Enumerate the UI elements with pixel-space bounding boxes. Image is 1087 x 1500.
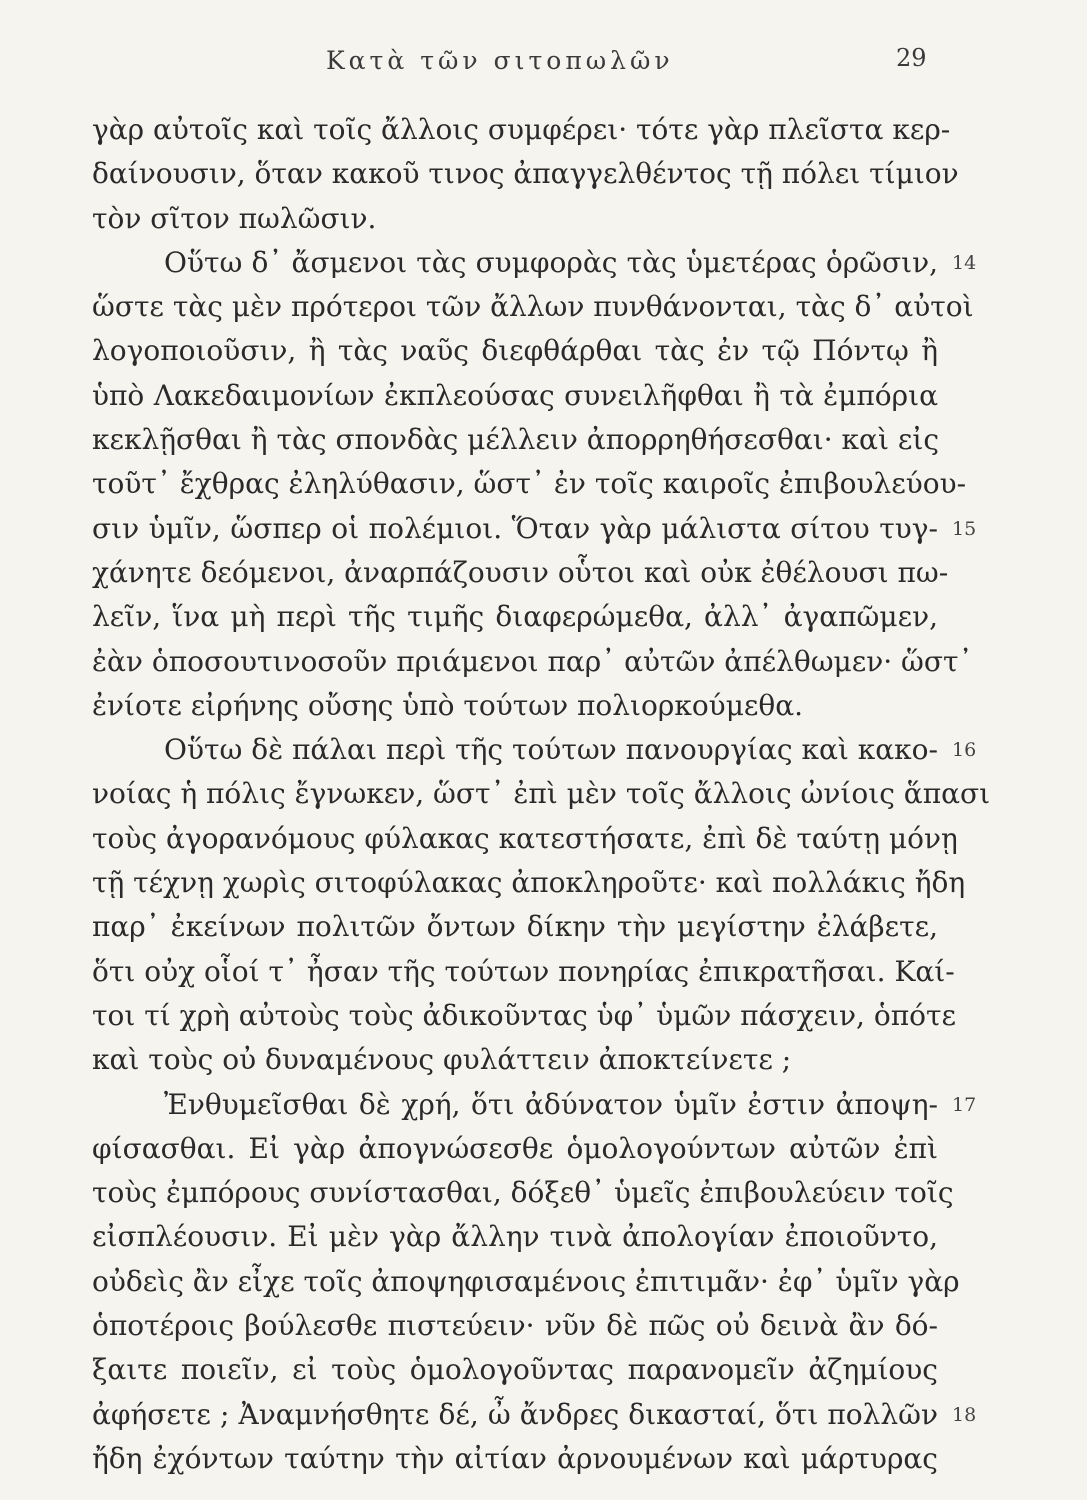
line-text: ἐνίοτε εἰρήνης οὔσης ὑπὸ τούτων πολιορκούμεθα. — [92, 688, 804, 722]
line-text: ξαιτε ποιεῖν, εἰ τοὺς ὁμολογοῦντας παρανομεῖν ἀζημίους — [92, 1353, 938, 1387]
text-line — [92, 772, 991, 816]
text-line — [92, 329, 938, 373]
text-line — [92, 817, 958, 861]
line-text: ἐὰν ὁποσουτινοσοῦν πριάμενοι παρ᾽ αὐτῶν ἀπέλθωμεν· ὥστ᾽ — [92, 644, 973, 678]
line-text: ὑπὸ Λακεδαιμονίων ἐκπλεούσας συνειλῆφθαι ἢ τὰ ἐμπόρια — [92, 378, 938, 412]
line-text: τοὺς ἐμπόρους συνίστασθαι, δόξεθ᾽ ὑμεῖς ἐπιβουλεύειν τοῖς — [92, 1176, 954, 1210]
text-line — [92, 1038, 938, 1082]
text-line — [92, 1127, 938, 1171]
section-number: 15 — [952, 517, 977, 540]
line-text: εἰσπλέουσιν. Εἰ μὲν γὰρ ἄλλην τινὰ ἀπολογίαν ἐποιοῦντο, — [92, 1220, 938, 1254]
line-text: ἀφήσετε ; Ἀναμνήσθητε δέ, ὦ ἄνδρες δικασταί, ὅτι πολλῶν — [92, 1397, 938, 1431]
section-number: 17 — [952, 1093, 977, 1116]
line-text: καὶ τοὺς οὐ δυναμένους φυλάττειν ἀποκτείνετε ; — [92, 1043, 792, 1077]
text-line — [92, 551, 949, 595]
text-line — [92, 640, 973, 684]
line-text: κεκλῇσθαι ἢ τὰς σπονδὰς μέλλειν ἀπορρηθήσεσθαι· καὶ εἰς — [92, 423, 940, 457]
line-text: παρ᾽ ἐκείνων πολιτῶν ὄντων δίκην τὴν μεγίστην ἐλάβετε, — [92, 910, 938, 944]
text-line — [92, 374, 938, 418]
line-text: Οὕτω δ᾽ ἄσμενοι τὰς συμφορὰς τὰς ὑμετέρας ὁρῶσιν, — [164, 245, 938, 279]
line-text: Ἐνθυμεῖσθαι δὲ χρή, ὅτι ἀδύνατον ὑμῖν ἐστιν ἀποψη- — [164, 1087, 938, 1121]
line-text: λογοποιοῦσιν, ἢ τὰς ναῦς διεφθάρθαι τὰς ἐν τῷ Πόντῳ ἢ — [92, 334, 938, 368]
line-text: γὰρ αὐτοῖς καὶ τοῖς ἄλλοις συμφέρει· τότε γὰρ πλεῖστα κερ- — [92, 113, 951, 146]
line-text: τοι τί χρὴ αὐτοὺς τοὺς ἀδικοῦντας ὑφ᾽ ὑμῶν πάσχειν, ὁπότε — [92, 998, 956, 1032]
text-line — [92, 1393, 977, 1437]
line-text: ὥστε τὰς μὲν πρότεροι τῶν ἄλλων πυνθάνονται, τὰς δ᾽ αὐτοὶ — [92, 290, 974, 324]
line-text: νοίας ἡ πόλις ἔγνωκεν, ὥστ᾽ ἐπὶ μὲν τοῖς ἄλλοις ὠνίοις ἅπασι — [92, 777, 991, 811]
page-number: 29 — [896, 44, 927, 72]
body-text — [92, 108, 991, 1481]
text-line — [92, 1215, 938, 1259]
section-number: 18 — [952, 1403, 977, 1426]
line-text: ἤδη ἐχόντων ταύτην τὴν αἰτίαν ἀρνουμένων καὶ μάρτυρας — [92, 1441, 938, 1475]
text-line — [92, 507, 977, 551]
line-text: χάνητε δεόμενοι, ἀναρπάζουσιν οὗτοι καὶ οὐκ ἐθέλουσι πω- — [92, 555, 949, 589]
text-line — [92, 1260, 960, 1304]
text-line — [92, 285, 974, 329]
text-line — [92, 462, 967, 506]
text-line — [92, 1083, 977, 1127]
line-text: φίσασθαι. Εἰ γὰρ ἀπογνώσεσθε ὁμολογούντων αὐτῶν ἐπὶ — [92, 1131, 938, 1165]
line-text: τῇ τέχνῃ χωρὶς σιτοφύλακας ἀποκληροῦτε· καὶ πολλάκις ἤδη — [92, 866, 966, 900]
line-text: σιν ὑμῖν, ὥσπερ οἱ πολέμιοι. Ὅταν γὰρ μάλιστα σίτου τυγ- — [92, 511, 938, 545]
text-line — [92, 1304, 938, 1348]
text-line — [92, 728, 977, 772]
text-line — [92, 418, 938, 462]
text-line — [92, 1437, 938, 1481]
running-title: Κατὰ τῶν σιτοπωλῶν — [326, 46, 674, 75]
line-text: Οὕτω δὲ πάλαι περὶ τῆς τούτων πανουργίας καὶ κακο- — [164, 733, 938, 767]
text-line — [92, 950, 955, 994]
line-text: ὅτι οὐχ οἷοί τ᾽ ἦσαν τῆς τούτων πονηρίας ἐπικρατῆσαι. Καί- — [92, 954, 955, 988]
text-line — [92, 994, 956, 1038]
text-line — [92, 595, 938, 639]
line-text: τὸν σῖτον πωλῶσιν. — [92, 201, 377, 235]
line-text: λεῖν, ἵνα μὴ περὶ τῆς τιμῆς διαφερώμεθα, ἀλλ᾽ ἀγαπῶμεν, — [92, 600, 938, 634]
line-text: δαίνουσιν, ὅταν κακοῦ τινος ἀπαγγελθέντος τῇ πόλει τίμιον — [92, 157, 959, 191]
text-line — [92, 108, 951, 152]
text-line — [92, 1171, 954, 1215]
text-line — [92, 861, 966, 905]
line-text: τοῦτ᾽ ἔχθρας ἐληλύθασιν, ὥστ᾽ ἐν τοῖς καιροῖς ἐπιβουλεύου- — [92, 467, 967, 501]
text-line — [92, 1348, 938, 1392]
line-text: τοὺς ἀγορανόμους φύλακας κατεστήσατε, ἐπὶ δὲ ταύτῃ μόνῃ — [92, 821, 958, 855]
text-line — [92, 152, 959, 196]
line-text: οὐδεὶς ἂν εἶχε τοῖς ἀποψηφισαμένοις ἐπιτιμᾶν· ἐφ᾽ ὑμῖν γὰρ — [92, 1264, 960, 1298]
text-line — [92, 241, 977, 285]
text-line — [92, 905, 938, 949]
section-number: 16 — [952, 739, 977, 762]
text-line — [92, 197, 938, 241]
text-line — [92, 684, 938, 728]
line-text: ὁποτέροις βούλεσθε πιστεύειν· νῦν δὲ πῶς οὐ δεινὰ ἂν δό- — [92, 1309, 938, 1343]
section-number: 14 — [952, 251, 977, 274]
